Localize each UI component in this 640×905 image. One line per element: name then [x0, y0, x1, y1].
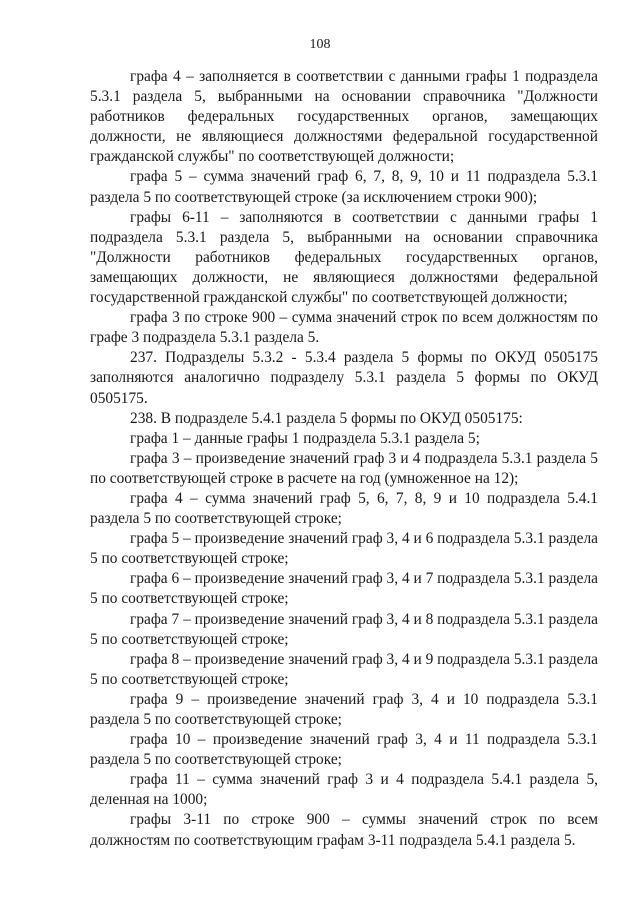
paragraph-grafa-4: графа 4 – заполняется в соответствии с данными графы 1 подраздела 5.3.1 раздела 5, выбранными на основании справочника "Должности работников федеральных государственных органов, замещающих должности, не являющиеся должностями федеральной государственной гражданской службы" по соответствующей должности;: [90, 68, 598, 166]
paragraph-5-4-1-grafa-9: графа 9 – произведение значений граф 3, 4 и 10 подраздела 5.3.1 раздела 5 по соответствующей строке;: [90, 690, 598, 728]
paragraph-5-4-1-grafa-3: графа 3 – произведение значений граф 3 и 4 подраздела 5.3.1 раздела 5 по соответствующей строке в расчете на год (умноженное на 12);: [90, 449, 598, 487]
paragraph-5-4-1-grafa-4: графа 4 – сумма значений граф 5, 6, 7, 8, 9 и 10 подраздела 5.4.1 раздела 5 по соответствующей строке;: [90, 489, 598, 528]
paragraph-5-4-1-grafa-10: графа 10 – произведение значений граф 3, 4 и 11 подраздела 5.3.1 раздела 5 по соответствующей строке;: [90, 731, 598, 769]
paragraph-grafa-3-line-900: графа 3 по строке 900 – сумма значений строк по всем должностям по графе 3 подраздела 5.3.1 раздела 5.: [90, 309, 598, 347]
paragraph-5-4-1-grafa-11: графа 11 – сумма значений граф 3 и 4 подраздела 5.4.1 раздела 5, деленная на 1000;: [90, 771, 598, 809]
paragraph-5-4-1-grafa-1: графа 1 – данные графы 1 подраздела 5.3.1 раздела 5;: [130, 429, 480, 447]
paragraph-item-237: 237. Подразделы 5.3.2 - 5.3.4 раздела 5 формы по ОКУД 0505175 заполняются аналогично подразделу 5.3.1 раздела 5 формы по ОКУД 0505175.: [90, 349, 598, 407]
paragraph-5-4-1-grafa-5: графа 5 – произведение значений граф 3, 4 и 6 подраздела 5.3.1 раздела 5 по соответствующей строке;: [90, 530, 598, 568]
document-body: [90, 67, 598, 851]
paragraph-5-4-1-grafa-7: графа 7 – произведение значений граф 3, 4 и 8 подраздела 5.3.1 раздела 5 по соответствующей строке;: [90, 610, 598, 648]
paragraph-grafy-6-11: графы 6-11 – заполняются в соответствии с данными графы 1 подраздела 5.3.1 раздела 5, выбранными на основании справочника "Должности работников федеральных государственных органов, замещающих должности, не являющиеся должностями федеральной государственной гражданской службы" по соответствующей должности;: [90, 208, 598, 307]
paragraph-item-238: 238. В подразделе 5.4.1 раздела 5 формы по ОКУД 0505175:: [130, 409, 523, 427]
paragraph-5-4-1-grafy-3-11-line-900: графы 3-11 по строке 900 – суммы значений строк по всем должностям по соответствующим графам 3-11 подраздела 5.4.1 раздела 5.: [90, 811, 598, 849]
paragraph-grafa-5: графа 5 – сумма значений граф 6, 7, 8, 9, 10 и 11 подраздела 5.3.1 раздела 5 по соответствующей строке (за исключением строки 900);: [90, 168, 598, 206]
paragraph-5-4-1-grafa-8: графа 8 – произведение значений граф 3, 4 и 9 подраздела 5.3.1 раздела 5 по соответствующей строке;: [90, 650, 598, 688]
paragraph-5-4-1-grafa-6: графа 6 – произведение значений граф 3, 4 и 7 подраздела 5.3.1 раздела 5 по соответствующей строке;: [90, 570, 598, 608]
page-number: 108: [309, 37, 331, 52]
